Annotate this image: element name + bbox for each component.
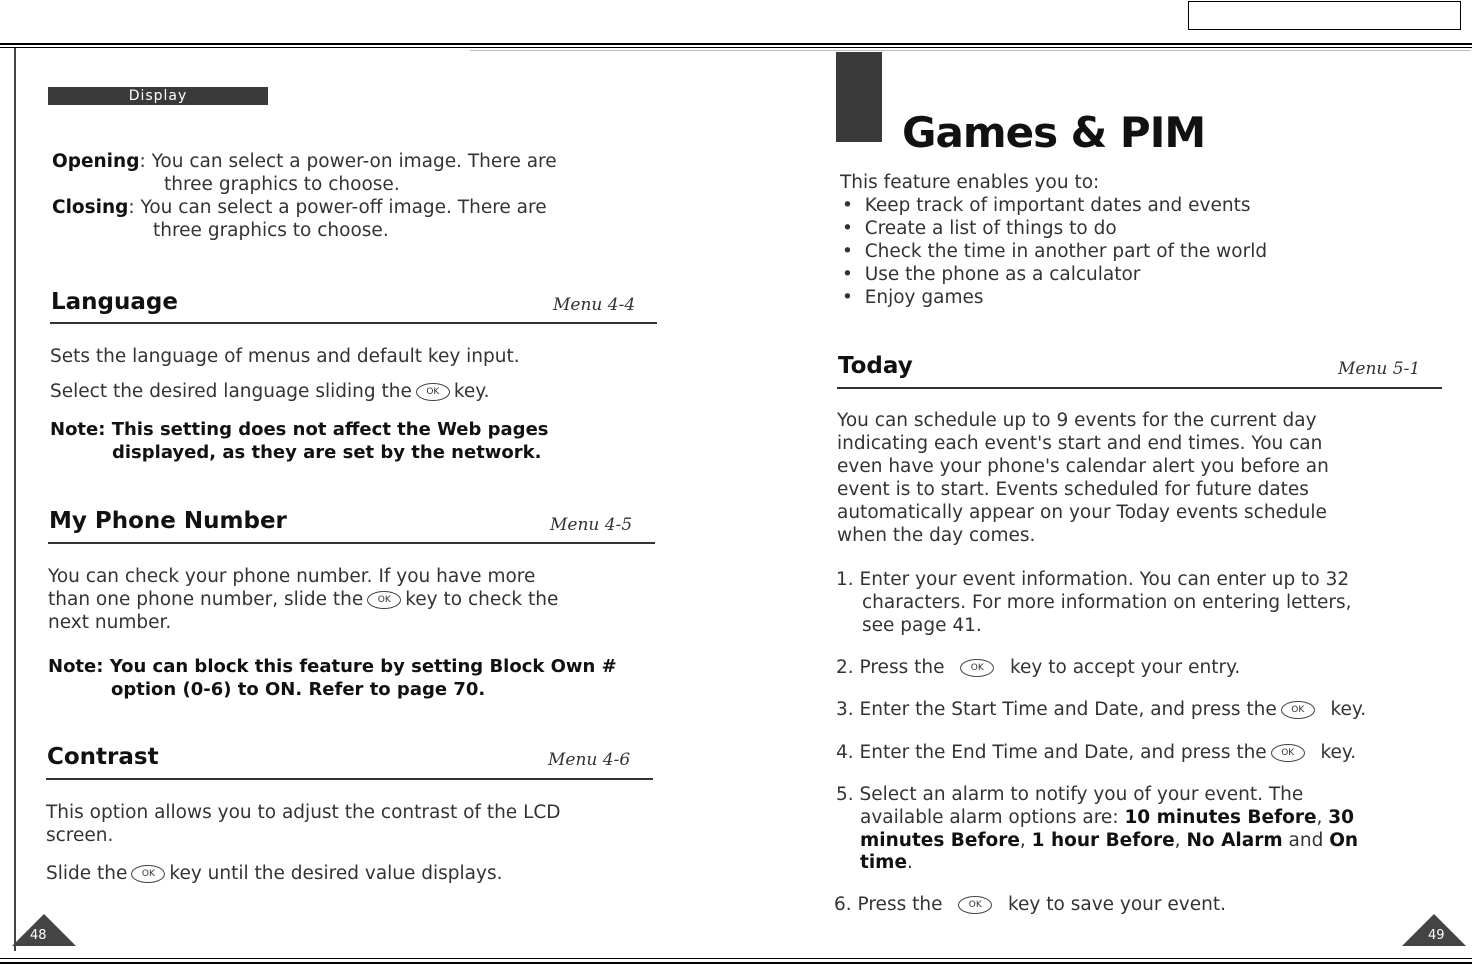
contrast-line-1: This option allows you to adjust the contrast of the LCD <box>46 802 561 823</box>
opening-line-2: three graphics to choose. <box>164 174 400 195</box>
today-paragraph <box>837 409 1329 547</box>
intro-text: This feature enables you to: <box>840 172 1100 193</box>
note-d: 0-6 <box>190 679 224 700</box>
step-1-line-1: 1. Enter your event information. You can enter up to 32 <box>836 569 1350 590</box>
language-rule <box>50 322 657 324</box>
opening-line-1 <box>52 150 557 173</box>
s5-4a: time <box>860 852 908 873</box>
ok-key-icon: OK <box>131 865 165 883</box>
note-b: Block Own # <box>489 656 617 677</box>
contrast-line-3 <box>46 862 503 885</box>
s5-3g: On <box>1329 830 1359 851</box>
bottom-rule-thin <box>0 958 1472 959</box>
today-heading: Today <box>838 353 913 379</box>
step-4b: key. <box>1320 742 1357 763</box>
today-para-line: even have your phone's calendar alert you before an <box>837 456 1329 477</box>
step-6a: 6. Press the <box>834 894 943 915</box>
chapter-title: Games & PIM <box>902 108 1206 157</box>
today-rule <box>837 387 1442 389</box>
today-para-line: indicating each event's start and end times. You can <box>837 433 1323 454</box>
step-2 <box>836 656 1240 679</box>
bottom-rule <box>0 962 1472 964</box>
language-menu-ref: Menu 4-4 <box>553 295 636 315</box>
step-4 <box>836 741 1356 764</box>
step-3 <box>836 698 1366 721</box>
contrast-menu-ref: Menu 4-6 <box>548 750 631 770</box>
closing-text: : You can select a power-off image. There are <box>128 197 547 218</box>
step-5-line-4 <box>860 851 913 874</box>
contrast-line-2: screen. <box>46 825 114 846</box>
list-item-text: Check the time in another part of the world <box>864 241 1268 262</box>
feature-list <box>842 194 1267 309</box>
list-item-text: Use the phone as a calculator <box>864 264 1141 285</box>
opening-term: Opening <box>52 151 140 172</box>
ok-key-icon: OK <box>958 896 992 914</box>
today-para-line: automatically appear on your Today events schedule <box>837 502 1327 523</box>
ok-key-icon: OK <box>416 383 450 401</box>
language-para-2b: key. <box>453 381 490 402</box>
phone-number-note-2 <box>111 678 485 701</box>
header-box <box>1188 1 1461 30</box>
ok-key-icon: OK <box>1281 701 1315 719</box>
page-number-left: 48 <box>30 928 47 943</box>
language-para-2a: Select the desired language sliding the <box>50 381 412 402</box>
list-item: • Create a list of things to do <box>842 218 1117 239</box>
list-item: • Use the phone as a calculator <box>842 264 1141 285</box>
top-rule <box>0 43 1472 45</box>
list-item-text: Keep track of important dates and events <box>864 195 1251 216</box>
closing-term: Closing <box>52 197 129 218</box>
today-menu-ref: Menu 5-1 <box>1338 359 1421 379</box>
phone-number-line-1: You can check your phone number. If you have more <box>48 566 536 587</box>
contrast-heading: Contrast <box>47 744 159 770</box>
phone-number-line-2b: key to check the <box>405 589 559 610</box>
list-item: • Keep track of important dates and events <box>842 195 1251 216</box>
s5-2c: , <box>1316 807 1329 828</box>
note-e: ) to <box>223 679 265 700</box>
list-item: • Check the time in another part of the world <box>842 241 1268 262</box>
s5-3b: , <box>1019 830 1032 851</box>
today-para-line: when the day comes. <box>837 525 1036 546</box>
s5-4b: . <box>907 852 913 873</box>
contrast-line-3a: Slide the <box>46 863 128 884</box>
note-a: Note: You can block this feature by setting <box>48 656 490 677</box>
step-5-line-1: 5. Select an alarm to notify you of your event. The <box>836 784 1304 805</box>
s5-2a: available alarm options are: <box>860 807 1125 828</box>
language-note-line-2: displayed, as they are set by the network. <box>112 442 542 463</box>
list-item: • Enjoy games <box>842 287 984 308</box>
page-number-right: 49 <box>1428 928 1445 943</box>
step-1-line-2: characters. For more information on entering letters, <box>862 592 1352 613</box>
list-item-text: Create a list of things to do <box>864 218 1117 239</box>
phone-number-menu-ref: Menu 4-5 <box>550 515 633 535</box>
step-2b: key to accept your entry. <box>1010 657 1241 678</box>
section-tab-display: Display <box>48 87 268 105</box>
today-para-line: You can schedule up to 9 events for the current day <box>837 410 1317 431</box>
s5-3c: 1 hour Before <box>1031 830 1175 851</box>
step-3a: 3. Enter the Start Time and Date, and press the <box>836 699 1277 720</box>
step-2a: 2. Press the <box>836 657 945 678</box>
s5-3f: and <box>1282 830 1330 851</box>
chapter-tab <box>836 52 882 142</box>
closing-line-1 <box>52 196 547 219</box>
language-note-line-1: Note: This setting does not affect the Web pages <box>50 419 549 440</box>
note-g: . Refer to page 70. <box>295 679 486 700</box>
step-6 <box>834 893 1226 916</box>
step-5-line-3 <box>860 829 1358 852</box>
language-para-1: Sets the language of menus and default key input. <box>50 346 520 367</box>
phone-number-rule <box>48 542 655 544</box>
list-item-text: Enjoy games <box>864 287 984 308</box>
phone-number-heading: My Phone Number <box>49 508 287 534</box>
s5-3a: minutes Before <box>860 830 1020 851</box>
step-6b: key to save your event. <box>1008 894 1226 915</box>
note-f: ON <box>264 679 296 700</box>
step-3b: key. <box>1330 699 1367 720</box>
step-4a: 4. Enter the End Time and Date, and press the <box>836 742 1267 763</box>
phone-number-line-2a: than one phone number, slide the <box>48 589 364 610</box>
phone-number-line-3: next number. <box>48 612 172 633</box>
contrast-line-3b: key until the desired value displays. <box>169 863 503 884</box>
ok-key-icon: OK <box>960 659 994 677</box>
note-c: option ( <box>111 679 191 700</box>
language-para-2 <box>50 380 489 403</box>
s5-3e: No Alarm <box>1186 830 1283 851</box>
step-5-line-2 <box>860 806 1354 829</box>
s5-3d: , <box>1174 830 1187 851</box>
ok-key-icon: OK <box>367 591 401 609</box>
language-heading: Language <box>51 289 178 315</box>
s5-2b: 10 minutes Before <box>1124 807 1317 828</box>
phone-number-note-1 <box>48 655 617 678</box>
contrast-rule <box>46 778 653 780</box>
opening-text: : You can select a power-on image. There are <box>139 151 557 172</box>
closing-line-2: three graphics to choose. <box>153 220 389 241</box>
today-para-line: event is to start. Events scheduled for future dates <box>837 479 1309 500</box>
ok-key-icon: OK <box>1271 744 1305 762</box>
s5-2d: 30 <box>1328 807 1355 828</box>
phone-number-line-2 <box>48 588 558 611</box>
step-1-line-3: see page 41. <box>862 615 982 636</box>
